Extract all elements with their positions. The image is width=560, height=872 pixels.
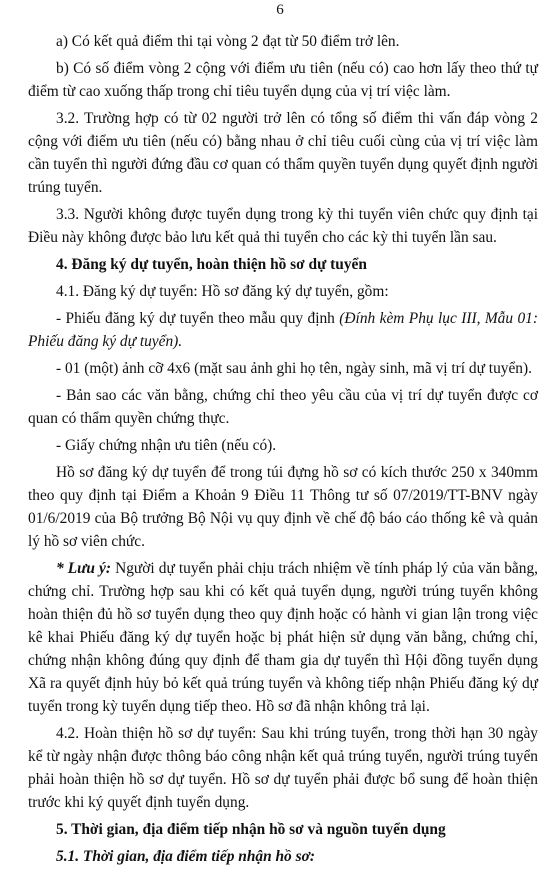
paragraph-condition-a: a) Có kết quả điểm thi tại vòng 2 đạt từ 50 điểm trở lên.: [56, 33, 400, 50]
paragraph-3-2: 3.2. Trường hợp có từ 02 người trở lên có tổng số điểm thi vấn đáp vòng 2 cộng với điểm ưu tiên (nếu có) bằng nhau ở chỉ tiêu cuối cùng của vị trí việc làm cần tuyển thì người đứng đầu cơ quan có thẩm quyền tuyển dụng quyết định người trúng tuyển.: [28, 110, 538, 196]
section-heading-5: 5. Thời gian, địa điểm tiếp nhận hồ sơ và nguồn tuyển dụng: [56, 821, 446, 838]
paragraph-condition-b: b) Có số điểm vòng 2 cộng với điểm ưu tiên (nếu có) cao hơn lấy theo thứ tự điểm từ cao xuống thấp trong chỉ tiêu tuyển dụng của vị trí việc làm.: [28, 60, 538, 100]
page-number: 6: [276, 2, 284, 18]
list-item-priority-certificate: - Giấy chứng nhận ưu tiên (nếu có).: [56, 437, 277, 454]
paragraph-3-3: 3.3. Người không được tuyển dụng trong kỳ thi tuyển viên chức quy định tại Điều này không được bảo lưu kết quả thi tuyển cho các kỳ thi tuyển lần sau.: [28, 206, 538, 246]
list-item-photo: - 01 (một) ảnh cỡ 4x6 (mặt sau ảnh ghi họ tên, ngày sinh, mã vị trí dự tuyển).: [56, 360, 532, 377]
paragraph-4-2: 4.2. Hoàn thiện hồ sơ dự tuyển: Sau khi trúng tuyển, trong thời hạn 30 ngày kể từ ngày nhận được thông báo công nhận kết quả trúng tuyển, người trúng tuyển phải hoàn thiện hồ sơ dự tuyển. Hồ sơ dự tuyển phải được bổ sung để hoàn thiện trước khi ký quyết định tuyển dụng.: [28, 725, 538, 811]
document-body: [28, 30, 538, 872]
list-item-text: - Phiếu đăng ký dự tuyển theo mẫu quy định: [56, 310, 340, 327]
subsection-heading-5-1: 5.1. Thời gian, địa điểm tiếp nhận hồ sơ:: [56, 848, 315, 865]
list-item-registration-form: [28, 307, 538, 353]
note-label: * Lưu ý:: [56, 560, 112, 577]
paragraph-envelope: Hồ sơ đăng ký dự tuyển để trong túi đựng hồ sơ có kích thước 250 x 340mm theo quy định tại Điểm a Khoản 9 Điều 11 Thông tư số 07/2019/TT-BNV ngày 01/6/2019 của Bộ trưởng Bộ Nội vụ quy định về chế độ báo cáo thống kê và quản lý hồ sơ viên chức.: [28, 464, 538, 550]
section-heading-4: 4. Đăng ký dự tuyển, hoàn thiện hồ sơ dự tuyển: [56, 256, 367, 273]
note-text: Người dự tuyển phải chịu trách nhiệm về tính pháp lý của văn bằng, chứng chỉ. Trường hợp sau khi có kết quả tuyển dụng, người trúng tuyển không hoàn thiện đủ hồ sơ tuyển dụng theo quy định hoặc có hành vi gian lận trong việc kê khai Phiếu đăng ký dự tuyển hoặc bị phát hiện sử dụng văn bằng, chứng chỉ, chứng nhận không đúng quy định để tham gia dự tuyển thì Hội đồng tuyển dụng Xã ra quyết định hủy bỏ kết quả trúng tuyển và không tiếp nhận Phiếu đăng ký dự tuyển trong kỳ tuyển dụng tiếp theo. Hồ sơ đã nhận không trả lại.: [28, 560, 538, 715]
list-item-certificates: - Bản sao các văn bằng, chứng chỉ theo yêu cầu của vị trí dự tuyển được cơ quan có thẩm quyền chứng thực.: [28, 387, 538, 427]
appendix-reference: (Đính kèm Phụ lục III, Mẫu 01: Phiếu đăng ký dự tuyển).: [28, 310, 538, 350]
paragraph-note: [28, 557, 538, 718]
paragraph-4-1: 4.1. Đăng ký dự tuyển: Hồ sơ đăng ký dự tuyển, gồm:: [56, 283, 389, 300]
